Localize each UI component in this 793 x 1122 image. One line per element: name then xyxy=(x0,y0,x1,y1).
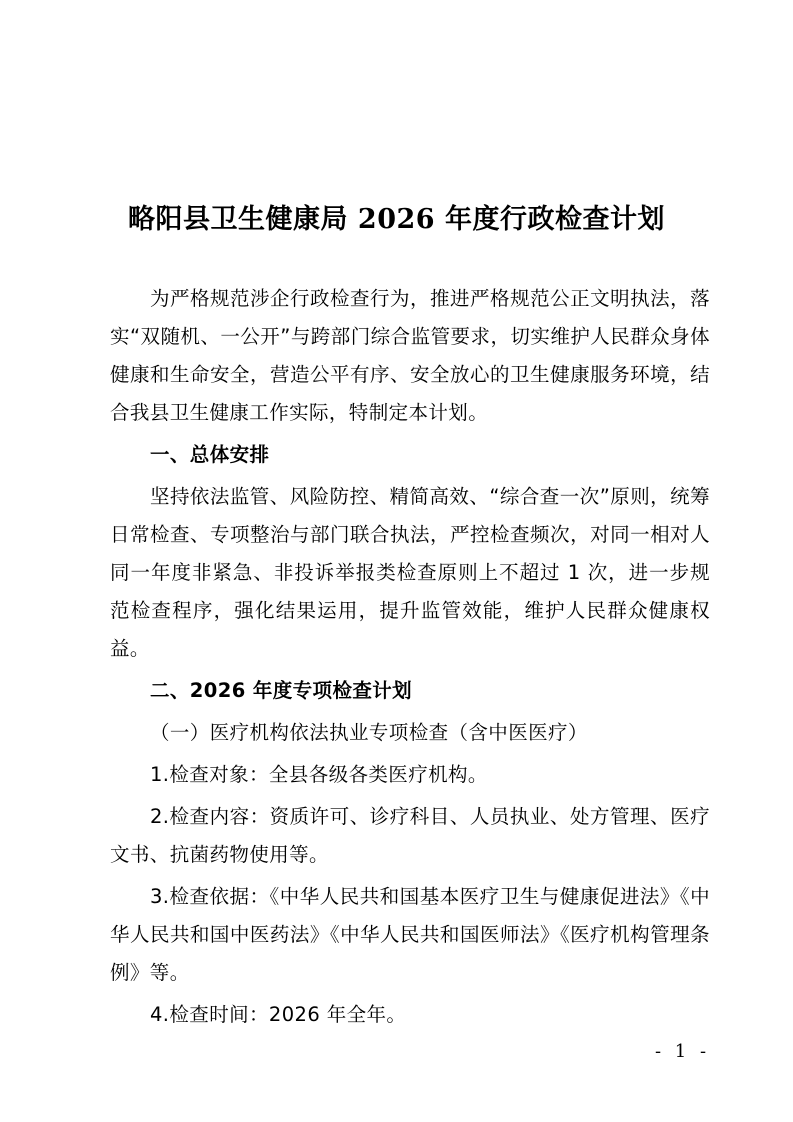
page-number: - 1 - xyxy=(655,1041,711,1062)
item-inspection-target: 1.检查对象：全县各级各类医疗机构。 xyxy=(150,763,488,786)
subsection-heading-medical: （一）医疗机构依法执业专项检查（含中医医疗） xyxy=(150,721,588,744)
item-inspection-basis: 3.检查依据：《中华人民共和国基本医疗卫生与健康促进法》《中华人民共和国中医药法》《中华人民共和国医师法》《医疗机构管理条例》等。 xyxy=(110,885,710,984)
intro-paragraph: 为严格规范涉企行政检查行为，推进严格规范公正文明执法，落实“双随机、一公开”与跨部门综合监管要求，切实维护人民群众身体健康和生命安全，营造公平有序、安全放心的卫生健康服务环境，结合我县卫生健康工作实际，特制定本计划。 xyxy=(110,287,710,424)
document-body xyxy=(110,280,710,1034)
section-heading-plan: 二、2026 年度专项检查计划 xyxy=(150,679,413,702)
document-title: 略阳县卫生健康局 2026 年度行政检查计划 xyxy=(128,204,665,235)
item-inspection-content: 2.检查内容：资质许可、诊疗科目、人员执业、处方管理、医疗文书、抗菌药物使用等。 xyxy=(110,805,710,866)
section-heading-overall: 一、总体安排 xyxy=(150,443,270,466)
item-inspection-time: 4.检查时间：2026 年全年。 xyxy=(150,1003,407,1026)
overall-paragraph: 坚持依法监管、风险防控、精简高效、“综合查一次”原则，统筹日常检查、专项整治与部门联合执法，严控检查频次，对同一相对人同一年度非紧急、非投诉举报类检查原则上不超过 1 次，进一步规范检查程序，强化结果运用，提升监管效能，维护人民群众健康权益。 xyxy=(110,485,710,660)
